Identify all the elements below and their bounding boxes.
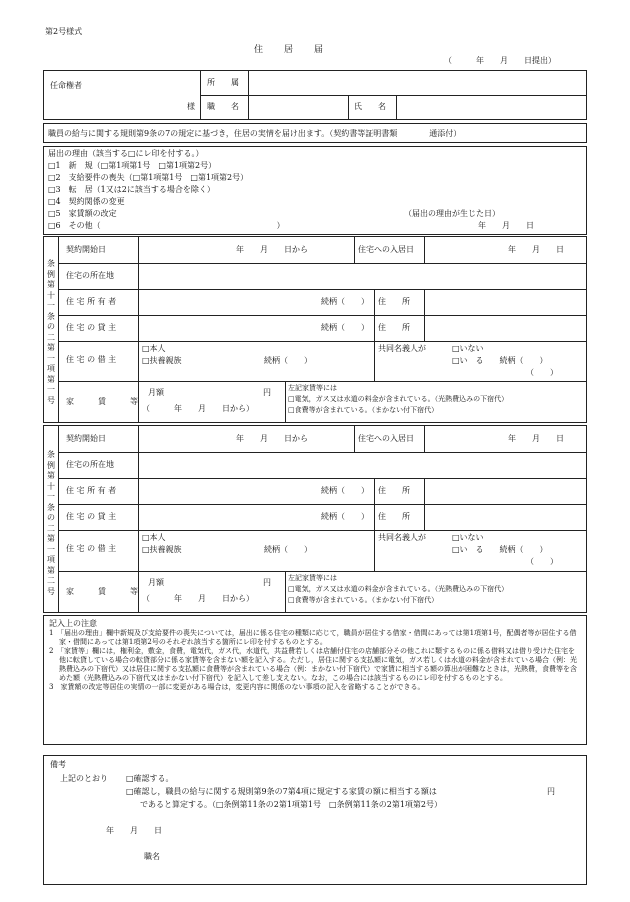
s1-dependent-relation[interactable]: 続柄（ ）	[264, 356, 312, 365]
remarks-calc-basis[interactable]: であると算定する。（□条例第11条の2第1項第1号 □条例第11条の2第1項第2号）	[140, 800, 443, 809]
s1-lender-label: 住 宅 の 貸 主	[66, 323, 117, 332]
s2-monthly-label: 月額	[148, 578, 164, 587]
s2-meals-checkbox[interactable]: □食費等が含まれている。（まかない付下宿代）	[288, 596, 439, 604]
s1-owner-relation[interactable]: 続柄（ ）	[321, 297, 369, 306]
s1-rent-label: 家 賃 等	[66, 397, 138, 406]
section-2	[43, 425, 587, 613]
s1-contract-start-date[interactable]: 年 月 日から	[236, 245, 308, 254]
s1-yen-label: 円	[263, 388, 271, 397]
s2-co-holder-none[interactable]: □いない	[452, 533, 484, 542]
remarks-heading: 備考	[50, 760, 66, 769]
remarks-date[interactable]: 年 月 日	[106, 826, 162, 835]
reason-contract-change[interactable]: □4 契約関係の変更	[48, 197, 125, 206]
reason-new[interactable]: □1 新 規（□第1項第1号 □第1項第2号）	[48, 161, 217, 170]
s1-co-holder-none[interactable]: □いない	[452, 344, 484, 353]
s2-contract-start-date[interactable]: 年 月 日から	[236, 434, 308, 443]
s2-rent-label: 家 賃 等	[66, 587, 138, 596]
name-label: 氏 名	[354, 102, 386, 111]
s1-contract-start-label: 契約開始日	[66, 245, 106, 254]
note-2: 2 「家賃等」欄には，権利金，敷金，食費，電気代，ガス代，水道代，共益費若しくは店舗付住宅の店舗部分その他これに類するものに係る借料又は借り受けた住宅を他に転貸している場合の転貸部分に係る家賃等を含まない額を記入する。ただし，居住に関する支払額に電気，ガス若しくは水道の料金が含まれている場合（例：光熱費込みの下宿代）又は居住に関する支払額に食費等が含まれている場合（例：まかない付下宿代）で家賃に相当する額の算出が困難なときは，光熱費，食費等を含めた額（光熱費込みの下宿代又はまかない付下宿代）を記入して差し支えない。なお，この場合には該当するものにレ印を付するものとする。	[49, 647, 577, 682]
s1-owner-address-label: 住 所	[378, 297, 410, 306]
reasons-heading: 届出の理由（該当する□にレ印を付する。）	[48, 149, 204, 158]
name-field[interactable]	[398, 97, 584, 117]
s2-borrower-label: 住 宅 の 借 主	[66, 544, 117, 553]
section-1-side-label: 条例第十一条の二第一項第一号	[47, 259, 55, 405]
remarks-box	[43, 755, 587, 885]
s1-utilities-checkbox[interactable]: □電気，ガス又は水道の料金が含まれている。（光熱費込みの下宿代）	[288, 395, 509, 403]
s1-move-in-date[interactable]: 年 月 日	[508, 245, 564, 254]
s1-dependent-checkbox[interactable]: □扶養親族	[142, 356, 182, 365]
s1-location-label: 住宅の所在地	[66, 271, 114, 280]
s2-co-holder-relation-2[interactable]: （ ）	[526, 557, 558, 566]
sama-label: 様	[187, 102, 195, 111]
note-3: 3 家賃額の改定等居住の実情の一部に変更がある場合は，変更内容に関係のない事項の記入を省略することができる。	[49, 683, 425, 691]
department-label: 所 属	[207, 78, 239, 87]
remarks-post-label: 職名	[144, 852, 160, 861]
s2-owner-relation[interactable]: 続柄（ ）	[321, 486, 369, 495]
confirm-calc-checkbox[interactable]: □確認し，職員の給与に関する規則第9条の7第4項に規定する家賃の額に相当する額は	[126, 787, 437, 796]
note-1: 1 「届出の理由」欄中新規及び支給要件の喪失については，届出に係る住宅の種類に応じて，職員が居住する借家・借間にあっては第1項第1号，配偶者等が居住する借家・借間にあっては第1項第2号のそれぞれ該当する箇所にレ印を付するものとする。	[49, 629, 577, 646]
notes-box	[43, 615, 587, 745]
s1-location-field[interactable]	[140, 265, 584, 287]
form-number: 第2号様式	[45, 27, 83, 36]
s2-contract-start-label: 契約開始日	[66, 434, 106, 443]
header-table	[43, 70, 587, 120]
s2-lender-relation[interactable]: 続柄（ ）	[321, 512, 369, 521]
s2-rent-note-heading: 左記家賃等には	[288, 574, 337, 582]
s2-lender-address-label: 住 所	[378, 512, 410, 521]
s1-monthly-label: 月額	[148, 388, 164, 397]
reason-move[interactable]: □3 転 居（1又は2に該当する場合を除く）	[48, 185, 215, 194]
s1-move-in-label: 住宅への入居日	[358, 245, 414, 254]
reasons-box	[43, 146, 587, 235]
reason-loss[interactable]: □2 支給要件の喪失（□第1項第1号 □第1項第2号）	[48, 173, 249, 182]
s1-owner-label: 住 宅 所 有 者	[66, 297, 117, 306]
s2-dependent-checkbox[interactable]: □扶養親族	[142, 545, 182, 554]
s2-yen-label: 円	[263, 578, 271, 587]
s2-co-holder-exists[interactable]: □い る 続柄（ ）	[452, 545, 548, 554]
s2-co-holder-label: 共同名義人が	[378, 533, 426, 542]
s2-owner-address-label: 住 所	[378, 486, 410, 495]
section-1	[43, 236, 587, 423]
s2-rent-from-date[interactable]: （ 年 月 日から）	[142, 594, 254, 603]
date-arose-label: （届出の理由が生じた日）	[404, 209, 500, 218]
s1-rent-from-date[interactable]: （ 年 月 日から）	[142, 404, 254, 413]
reason-other[interactable]: □6 その他（ ）	[48, 221, 285, 230]
s1-borrower-label: 住 宅 の 借 主	[66, 355, 117, 364]
statement-box	[43, 123, 587, 143]
s1-co-holder-label: 共同名義人が	[378, 344, 426, 353]
post-label: 職 名	[207, 102, 239, 111]
s2-owner-label: 住 宅 所 有 者	[66, 486, 117, 495]
s2-utilities-checkbox[interactable]: □電気，ガス又は水道の料金が含まれている。（光熱費込みの下宿代）	[288, 585, 509, 593]
page-title: 住 居 届	[254, 45, 325, 55]
notes-heading: 記入上の注意	[49, 619, 97, 628]
s2-move-in-date[interactable]: 年 月 日	[508, 434, 564, 443]
s2-move-in-label: 住宅への入居日	[358, 434, 414, 443]
department-field[interactable]	[250, 73, 584, 93]
s1-meals-checkbox[interactable]: □食費等が含まれている。（まかない付下宿代）	[288, 406, 439, 414]
reason-rent-revision[interactable]: □5 家賃額の改定	[48, 209, 117, 218]
s1-self-checkbox[interactable]: □本人	[142, 344, 166, 353]
remarks-yen: 円	[547, 787, 555, 796]
s2-location-label: 住宅の所在地	[66, 460, 114, 469]
section-2-side-label: 条例第十一条の二第一項第二号	[47, 450, 55, 596]
s2-dependent-relation[interactable]: 続柄（ ）	[264, 545, 312, 554]
date-arose-field[interactable]: 年 月 日	[478, 221, 534, 230]
s1-lender-relation[interactable]: 続柄（ ）	[321, 323, 369, 332]
s1-lender-address-label: 住 所	[378, 323, 410, 332]
s1-co-holder-exists[interactable]: □い る 続柄（ ）	[452, 356, 548, 365]
statement-text: 職員の給与に関する規則第9条の7の規定に基づき，住居の実情を届け出ます。（契約書等証明書類 通添付）	[48, 129, 462, 138]
submit-date[interactable]: （ 年 月 日提出）	[444, 56, 556, 65]
s2-lender-label: 住 宅 の 貸 主	[66, 512, 117, 521]
remarks-confirm-prefix: 上記のとおり	[60, 774, 108, 783]
s1-rent-note-heading: 左記家賃等には	[288, 384, 337, 392]
s1-co-holder-relation-2[interactable]: （ ）	[526, 368, 558, 377]
appointer-label: 任命権者	[50, 81, 82, 90]
s2-self-checkbox[interactable]: □本人	[142, 533, 166, 542]
confirm-checkbox[interactable]: □確認する。	[126, 774, 174, 783]
post-field[interactable]	[250, 97, 346, 117]
s2-location-field[interactable]	[140, 454, 584, 476]
